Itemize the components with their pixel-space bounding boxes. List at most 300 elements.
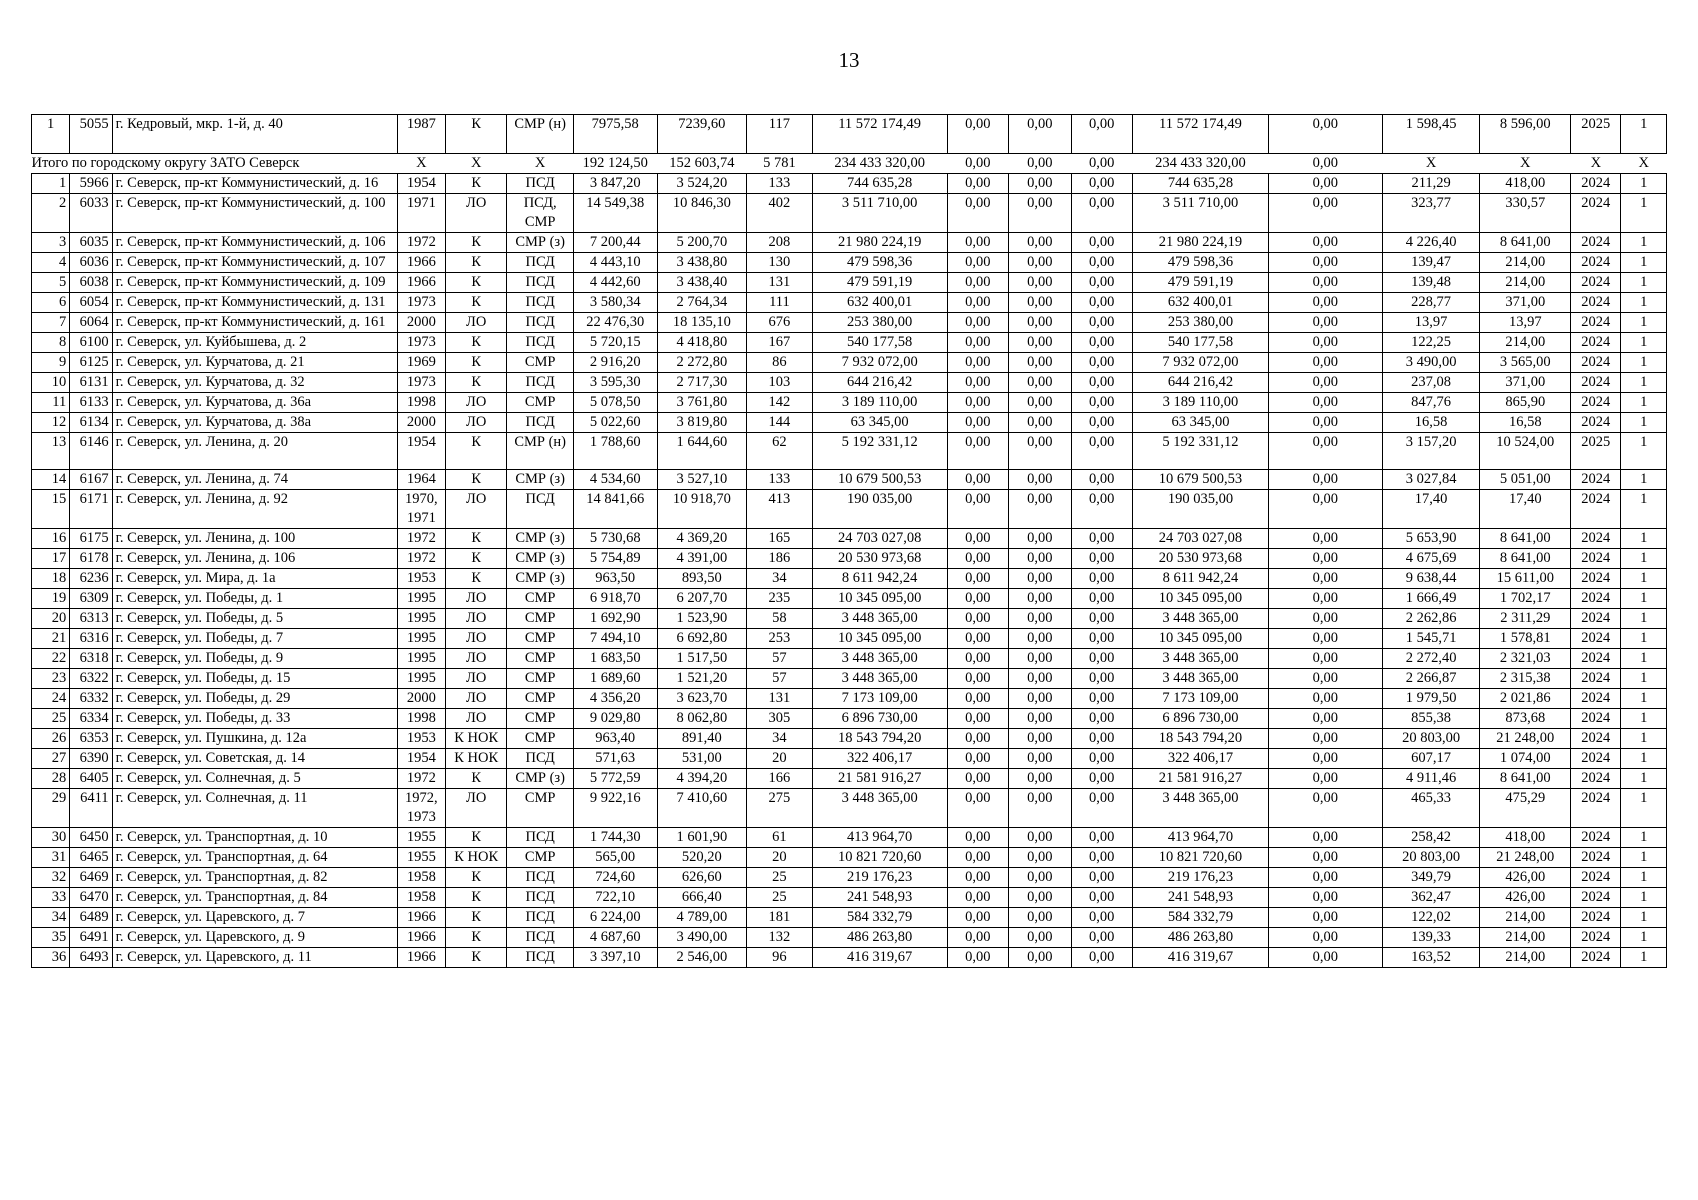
cell-budget-cost: 0,00: [1009, 529, 1071, 549]
cell-material: К: [445, 868, 506, 888]
cell-unit-cost: 122,02: [1382, 908, 1480, 928]
cell-address: г. Северск, пр-кт Коммунистический, д. 131: [112, 293, 397, 313]
cell-max-unit-cost: 214,00: [1480, 333, 1571, 353]
cell-total-area: 4 534,60: [573, 470, 657, 490]
cell-work-type: СМР: [507, 709, 573, 729]
cell-address: г. Северск, пр-кт Коммунистический, д. 109: [112, 273, 397, 293]
cell-budget-cost: 0,00: [1009, 928, 1071, 948]
cell-build-year: 1966: [397, 908, 445, 928]
cell-local-cost: 0,00: [1071, 629, 1132, 649]
total-local-cost: 0,00: [1071, 154, 1132, 174]
cell-owner-cost: 10 345 095,00: [1132, 629, 1268, 649]
cell-work-type: СМР: [507, 729, 573, 749]
cell-local-cost: 0,00: [1071, 313, 1132, 333]
table-row: [32, 689, 1667, 709]
cell-method: 1: [1621, 313, 1667, 333]
cell-local-cost: 0,00: [1071, 848, 1132, 868]
cell-address: г. Северск, ул. Транспортная, д. 64: [112, 848, 397, 868]
cell-row-number: 19: [32, 589, 70, 609]
cell-row-number: 24: [32, 689, 70, 709]
cell-total-area: 3 580,34: [573, 293, 657, 313]
cell-unit-cost: 465,33: [1382, 789, 1480, 828]
cell-plan-year: 2024: [1571, 589, 1621, 609]
cell-address: г. Северск, ул. Транспортная, д. 84: [112, 888, 397, 908]
cell-fund-cost: 0,00: [947, 669, 1008, 689]
cell-other-cost: 0,00: [1268, 253, 1382, 273]
table-row: [32, 948, 1667, 968]
cell-total-area: 22 476,30: [573, 313, 657, 333]
cell-other-cost: 0,00: [1268, 333, 1382, 353]
cell-address: г. Северск, пр-кт Коммунистический, д. 16: [112, 174, 397, 194]
cell-build-year: 1958: [397, 868, 445, 888]
cell-max-unit-cost: 8 641,00: [1480, 549, 1571, 569]
cell-total-cost: 632 400,01: [812, 293, 947, 313]
cell-total-area: 9 922,16: [573, 789, 657, 828]
cell-fund-cost: 0,00: [947, 569, 1008, 589]
cell-living-area: 2 272,80: [657, 353, 747, 373]
table-row: [32, 868, 1667, 888]
cell-total-cost: 744 635,28: [812, 174, 947, 194]
cell-material: К: [445, 174, 506, 194]
cell-residents: 111: [747, 293, 812, 313]
cell-unit-cost: 139,48: [1382, 273, 1480, 293]
cell-unit-cost: 3 157,20: [1382, 433, 1480, 470]
cell-residents: 58: [747, 609, 812, 629]
cell-living-area: 7239,60: [657, 115, 747, 154]
cell-living-area: 6 692,80: [657, 629, 747, 649]
cell-local-cost: 0,00: [1071, 669, 1132, 689]
cell-build-year: 1972, 1973: [397, 789, 445, 828]
cell-build-year: 1995: [397, 609, 445, 629]
cell-work-type: СМР: [507, 393, 573, 413]
cell-material: К: [445, 353, 506, 373]
cell-budget-cost: 0,00: [1009, 589, 1071, 609]
cell-work-type: СМР (з): [507, 569, 573, 589]
cell-material: К: [445, 569, 506, 589]
cell-other-cost: 0,00: [1268, 313, 1382, 333]
cell-plan-year: 2024: [1571, 313, 1621, 333]
cell-plan-year: 2024: [1571, 293, 1621, 313]
cell-other-cost: 0,00: [1268, 749, 1382, 769]
cell-method: 1: [1621, 709, 1667, 729]
cell-residents: 34: [747, 569, 812, 589]
cell-owner-cost: 20 530 973,68: [1132, 549, 1268, 569]
cell-owner-cost: 744 635,28: [1132, 174, 1268, 194]
cell-address: г. Северск, ул. Транспортная, д. 10: [112, 828, 397, 848]
cell-plan-year: 2024: [1571, 609, 1621, 629]
cell-other-cost: 0,00: [1268, 194, 1382, 233]
cell-unit-cost: 2 266,87: [1382, 669, 1480, 689]
cell-row-number: 28: [32, 769, 70, 789]
cell-residents: 413: [747, 490, 812, 529]
cell-local-cost: 0,00: [1071, 194, 1132, 233]
cell-budget-cost: 0,00: [1009, 609, 1071, 629]
cell-total-cost: 20 530 973,68: [812, 549, 947, 569]
cell-build-year: 2000: [397, 313, 445, 333]
cell-build-year: 1998: [397, 709, 445, 729]
cell-plan-year: 2024: [1571, 174, 1621, 194]
cell-house-id: 6313: [70, 609, 112, 629]
cell-unit-cost: 4 911,46: [1382, 769, 1480, 789]
cell-house-id: 6390: [70, 749, 112, 769]
cell-method: 1: [1621, 908, 1667, 928]
cell-unit-cost: 122,25: [1382, 333, 1480, 353]
table-row: [32, 490, 1667, 529]
cell-unit-cost: 237,08: [1382, 373, 1480, 393]
cell-other-cost: 0,00: [1268, 433, 1382, 470]
table-row: [32, 769, 1667, 789]
cell-address: г. Северск, ул. Советская, д. 14: [112, 749, 397, 769]
total-living-area: 152 603,74: [657, 154, 747, 174]
cell-owner-cost: 5 192 331,12: [1132, 433, 1268, 470]
cell-unit-cost: 139,47: [1382, 253, 1480, 273]
cell-row-number: 16: [32, 529, 70, 549]
cell-house-id: 6470: [70, 888, 112, 908]
cell-house-id: 6038: [70, 273, 112, 293]
cell-row-number: 14: [32, 470, 70, 490]
cell-plan-year: 2024: [1571, 828, 1621, 848]
cell-total-area: 5 730,68: [573, 529, 657, 549]
cell-method: 1: [1621, 928, 1667, 948]
cell-work-type: ПСД: [507, 908, 573, 928]
cell-material: К: [445, 549, 506, 569]
cell-row-number: 20: [32, 609, 70, 629]
cell-total-cost: 3 448 365,00: [812, 669, 947, 689]
cell-fund-cost: 0,00: [947, 353, 1008, 373]
cell-material: ЛО: [445, 413, 506, 433]
cell-local-cost: 0,00: [1071, 749, 1132, 769]
cell-total-cost: 241 548,93: [812, 888, 947, 908]
cell-other-cost: 0,00: [1268, 868, 1382, 888]
table-row: [32, 569, 1667, 589]
cell-build-year: 1972: [397, 529, 445, 549]
cell-row-number: 9: [32, 353, 70, 373]
cell-row-number: 31: [32, 848, 70, 868]
cell-build-year: 1953: [397, 569, 445, 589]
cell-house-id: 6175: [70, 529, 112, 549]
cell-work-type: ПСД: [507, 174, 573, 194]
table-body: [32, 115, 1667, 968]
cell-local-cost: 0,00: [1071, 470, 1132, 490]
cell-plan-year: 2024: [1571, 470, 1621, 490]
cell-address: г. Северск, пр-кт Коммунистический, д. 107: [112, 253, 397, 273]
cell-unit-cost: 9 638,44: [1382, 569, 1480, 589]
cell-other-cost: 0,00: [1268, 928, 1382, 948]
cell-budget-cost: 0,00: [1009, 888, 1071, 908]
cell-plan-year: 2024: [1571, 948, 1621, 968]
cell-work-type: СМР: [507, 353, 573, 373]
cell-fund-cost: 0,00: [947, 749, 1008, 769]
cell-budget-cost: 0,00: [1009, 749, 1071, 769]
cell-fund-cost: 0,00: [947, 689, 1008, 709]
cell-house-id: 5055: [70, 115, 112, 154]
cell-address: г. Северск, ул. Курчатова, д. 38а: [112, 413, 397, 433]
cell-living-area: 7 410,60: [657, 789, 747, 828]
cell-build-year: 1955: [397, 848, 445, 868]
cell-build-year: 1987: [397, 115, 445, 154]
cell-build-year: 1966: [397, 273, 445, 293]
cell-fund-cost: 0,00: [947, 888, 1008, 908]
cell-local-cost: 0,00: [1071, 490, 1132, 529]
cell-house-id: 6322: [70, 669, 112, 689]
cell-build-year: 1964: [397, 470, 445, 490]
cell-local-cost: 0,00: [1071, 709, 1132, 729]
cell-plan-year: 2024: [1571, 549, 1621, 569]
cell-fund-cost: 0,00: [947, 253, 1008, 273]
cell-row-number: 32: [32, 868, 70, 888]
cell-budget-cost: 0,00: [1009, 115, 1071, 154]
cell-material: ЛО: [445, 490, 506, 529]
table-row: [32, 589, 1667, 609]
cell-total-area: 3 847,20: [573, 174, 657, 194]
cell-plan-year: 2024: [1571, 789, 1621, 828]
cell-other-cost: 0,00: [1268, 709, 1382, 729]
cell-build-year: 1954: [397, 749, 445, 769]
cell-total-area: 2 916,20: [573, 353, 657, 373]
cell-row-number: 12: [32, 413, 70, 433]
cell-address: г. Кедровый, мкр. 1-й, д. 40: [112, 115, 397, 154]
cell-house-id: 6171: [70, 490, 112, 529]
cell-row-number: 8: [32, 333, 70, 353]
cell-plan-year: 2024: [1571, 888, 1621, 908]
cell-fund-cost: 0,00: [947, 174, 1008, 194]
table-row: [32, 333, 1667, 353]
cell-address: г. Северск, ул. Победы, д. 5: [112, 609, 397, 629]
cell-budget-cost: 0,00: [1009, 393, 1071, 413]
cell-unit-cost: 4 226,40: [1382, 233, 1480, 253]
cell-house-id: 6033: [70, 194, 112, 233]
cell-total-cost: 6 896 730,00: [812, 709, 947, 729]
cell-address: г. Северск, ул. Куйбышева, д. 2: [112, 333, 397, 353]
cell-method: 1: [1621, 293, 1667, 313]
cell-max-unit-cost: 426,00: [1480, 868, 1571, 888]
cell-owner-cost: 416 319,67: [1132, 948, 1268, 968]
cell-address: г. Северск, ул. Царевского, д. 11: [112, 948, 397, 968]
cell-plan-year: 2024: [1571, 649, 1621, 669]
cell-budget-cost: 0,00: [1009, 908, 1071, 928]
cell-budget-cost: 0,00: [1009, 373, 1071, 393]
cell-row-number: 1: [32, 115, 70, 154]
cell-budget-cost: 0,00: [1009, 649, 1071, 669]
cell-fund-cost: 0,00: [947, 529, 1008, 549]
total-label: Итого по городскому округу ЗАТО Северск: [32, 154, 398, 174]
cell-owner-cost: 6 896 730,00: [1132, 709, 1268, 729]
cell-plan-year: 2024: [1571, 848, 1621, 868]
cell-owner-cost: 322 406,17: [1132, 749, 1268, 769]
cell-plan-year: 2025: [1571, 115, 1621, 154]
cell-row-number: 27: [32, 749, 70, 769]
cell-residents: 166: [747, 769, 812, 789]
cell-budget-cost: 0,00: [1009, 689, 1071, 709]
cell-build-year: 1972: [397, 769, 445, 789]
cell-local-cost: 0,00: [1071, 549, 1132, 569]
cell-total-area: 6 224,00: [573, 908, 657, 928]
cell-build-year: 1966: [397, 928, 445, 948]
cell-row-number: 2: [32, 194, 70, 233]
table-row: [32, 233, 1667, 253]
cell-row-number: 1: [32, 174, 70, 194]
cell-total-cost: 10 679 500,53: [812, 470, 947, 490]
cell-work-type: СМР (з): [507, 549, 573, 569]
cell-fund-cost: 0,00: [947, 948, 1008, 968]
cell-unit-cost: 3 027,84: [1382, 470, 1480, 490]
cell-max-unit-cost: 426,00: [1480, 888, 1571, 908]
cell-material: К: [445, 233, 506, 253]
cell-budget-cost: 0,00: [1009, 333, 1071, 353]
cell-house-id: 6450: [70, 828, 112, 848]
cell-local-cost: 0,00: [1071, 589, 1132, 609]
cell-work-type: СМР: [507, 589, 573, 609]
cell-unit-cost: 1 598,45: [1382, 115, 1480, 154]
cell-max-unit-cost: 15 611,00: [1480, 569, 1571, 589]
cell-total-area: 1 683,50: [573, 649, 657, 669]
cell-residents: 61: [747, 828, 812, 848]
cell-budget-cost: 0,00: [1009, 470, 1071, 490]
cell-fund-cost: 0,00: [947, 470, 1008, 490]
cell-address: г. Северск, ул. Победы, д. 7: [112, 629, 397, 649]
cell-total-cost: 3 448 365,00: [812, 609, 947, 629]
cell-max-unit-cost: 10 524,00: [1480, 433, 1571, 470]
cell-house-id: 5966: [70, 174, 112, 194]
total-residents: 5 781: [747, 154, 812, 174]
cell-total-cost: 10 345 095,00: [812, 629, 947, 649]
cell-residents: 142: [747, 393, 812, 413]
cell-local-cost: 0,00: [1071, 253, 1132, 273]
cell-method: 1: [1621, 888, 1667, 908]
cell-work-type: ПСД: [507, 293, 573, 313]
total-owner-cost: 234 433 320,00: [1132, 154, 1268, 174]
cell-address: г. Северск, ул. Ленина, д. 106: [112, 549, 397, 569]
cell-unit-cost: 1 979,50: [1382, 689, 1480, 709]
cell-budget-cost: 0,00: [1009, 313, 1071, 333]
cell-house-id: 6309: [70, 589, 112, 609]
cell-other-cost: 0,00: [1268, 669, 1382, 689]
cell-fund-cost: 0,00: [947, 729, 1008, 749]
cell-local-cost: 0,00: [1071, 908, 1132, 928]
cell-owner-cost: 24 703 027,08: [1132, 529, 1268, 549]
cell-max-unit-cost: 214,00: [1480, 253, 1571, 273]
table-row: [32, 313, 1667, 333]
cell-unit-cost: 13,97: [1382, 313, 1480, 333]
cell-total-area: 7975,58: [573, 115, 657, 154]
cell-row-number: 17: [32, 549, 70, 569]
cell-living-area: 3 524,20: [657, 174, 747, 194]
cell-budget-cost: 0,00: [1009, 769, 1071, 789]
cell-other-cost: 0,00: [1268, 609, 1382, 629]
cell-total-cost: 253 380,00: [812, 313, 947, 333]
cell-method: 1: [1621, 115, 1667, 154]
cell-local-cost: 0,00: [1071, 649, 1132, 669]
cell-material: К НОК: [445, 848, 506, 868]
cell-residents: 186: [747, 549, 812, 569]
cell-build-year: 1969: [397, 353, 445, 373]
cell-material: К: [445, 293, 506, 313]
cell-residents: 165: [747, 529, 812, 549]
cell-unit-cost: 5 653,90: [1382, 529, 1480, 549]
cell-local-cost: 0,00: [1071, 273, 1132, 293]
cell-other-cost: 0,00: [1268, 689, 1382, 709]
table-row: [32, 649, 1667, 669]
cell-living-area: 1 517,50: [657, 649, 747, 669]
cell-other-cost: 0,00: [1268, 353, 1382, 373]
cell-total-cost: 413 964,70: [812, 828, 947, 848]
cell-local-cost: 0,00: [1071, 928, 1132, 948]
cell-budget-cost: 0,00: [1009, 174, 1071, 194]
cell-total-cost: 416 319,67: [812, 948, 947, 968]
cell-build-year: 1998: [397, 393, 445, 413]
cell-unit-cost: 323,77: [1382, 194, 1480, 233]
cell-living-area: 3 819,80: [657, 413, 747, 433]
cell-house-id: 6100: [70, 333, 112, 353]
cell-max-unit-cost: 17,40: [1480, 490, 1571, 529]
cell-material: К: [445, 470, 506, 490]
cell-house-id: 6064: [70, 313, 112, 333]
cell-total-cost: 11 572 174,49: [812, 115, 947, 154]
cell-max-unit-cost: 8 641,00: [1480, 769, 1571, 789]
cell-living-area: 18 135,10: [657, 313, 747, 333]
cell-plan-year: 2024: [1571, 353, 1621, 373]
cell-fund-cost: 0,00: [947, 629, 1008, 649]
cell-method: 1: [1621, 413, 1667, 433]
cell-max-unit-cost: 214,00: [1480, 908, 1571, 928]
cell-row-number: 6: [32, 293, 70, 313]
cell-total-cost: 219 176,23: [812, 868, 947, 888]
total-total-area: 192 124,50: [573, 154, 657, 174]
cell-total-area: 571,63: [573, 749, 657, 769]
cell-unit-cost: 17,40: [1382, 490, 1480, 529]
cell-fund-cost: 0,00: [947, 273, 1008, 293]
cell-house-id: 6236: [70, 569, 112, 589]
cell-total-cost: 3 189 110,00: [812, 393, 947, 413]
cell-total-area: 5 022,60: [573, 413, 657, 433]
cell-other-cost: 0,00: [1268, 629, 1382, 649]
cell-local-cost: 0,00: [1071, 689, 1132, 709]
cell-work-type: ПСД: [507, 888, 573, 908]
cell-address: г. Северск, ул. Победы, д. 33: [112, 709, 397, 729]
cell-material: К: [445, 828, 506, 848]
cell-owner-cost: 21 980 224,19: [1132, 233, 1268, 253]
cell-row-number: 21: [32, 629, 70, 649]
cell-fund-cost: 0,00: [947, 313, 1008, 333]
cell-method: 1: [1621, 769, 1667, 789]
cell-residents: 676: [747, 313, 812, 333]
cell-max-unit-cost: 8 641,00: [1480, 233, 1571, 253]
cell-residents: 130: [747, 253, 812, 273]
cell-other-cost: 0,00: [1268, 174, 1382, 194]
cell-method: 1: [1621, 629, 1667, 649]
cell-work-type: ПСД: [507, 749, 573, 769]
cell-living-area: 666,40: [657, 888, 747, 908]
cell-row-number: 36: [32, 948, 70, 968]
cell-total-cost: 21 581 916,27: [812, 769, 947, 789]
cell-row-number: 10: [32, 373, 70, 393]
cell-local-cost: 0,00: [1071, 174, 1132, 194]
table-row: [32, 848, 1667, 868]
cell-plan-year: 2024: [1571, 529, 1621, 549]
cell-build-year: 1995: [397, 669, 445, 689]
cell-fund-cost: 0,00: [947, 769, 1008, 789]
cell-method: 1: [1621, 669, 1667, 689]
cell-max-unit-cost: 330,57: [1480, 194, 1571, 233]
cell-budget-cost: 0,00: [1009, 669, 1071, 689]
cell-budget-cost: 0,00: [1009, 433, 1071, 470]
housing-repair-table: [31, 114, 1667, 968]
cell-house-id: 6316: [70, 629, 112, 649]
cell-unit-cost: 20 803,00: [1382, 729, 1480, 749]
cell-house-id: 6318: [70, 649, 112, 669]
cell-method: 1: [1621, 868, 1667, 888]
cell-build-year: 1995: [397, 629, 445, 649]
